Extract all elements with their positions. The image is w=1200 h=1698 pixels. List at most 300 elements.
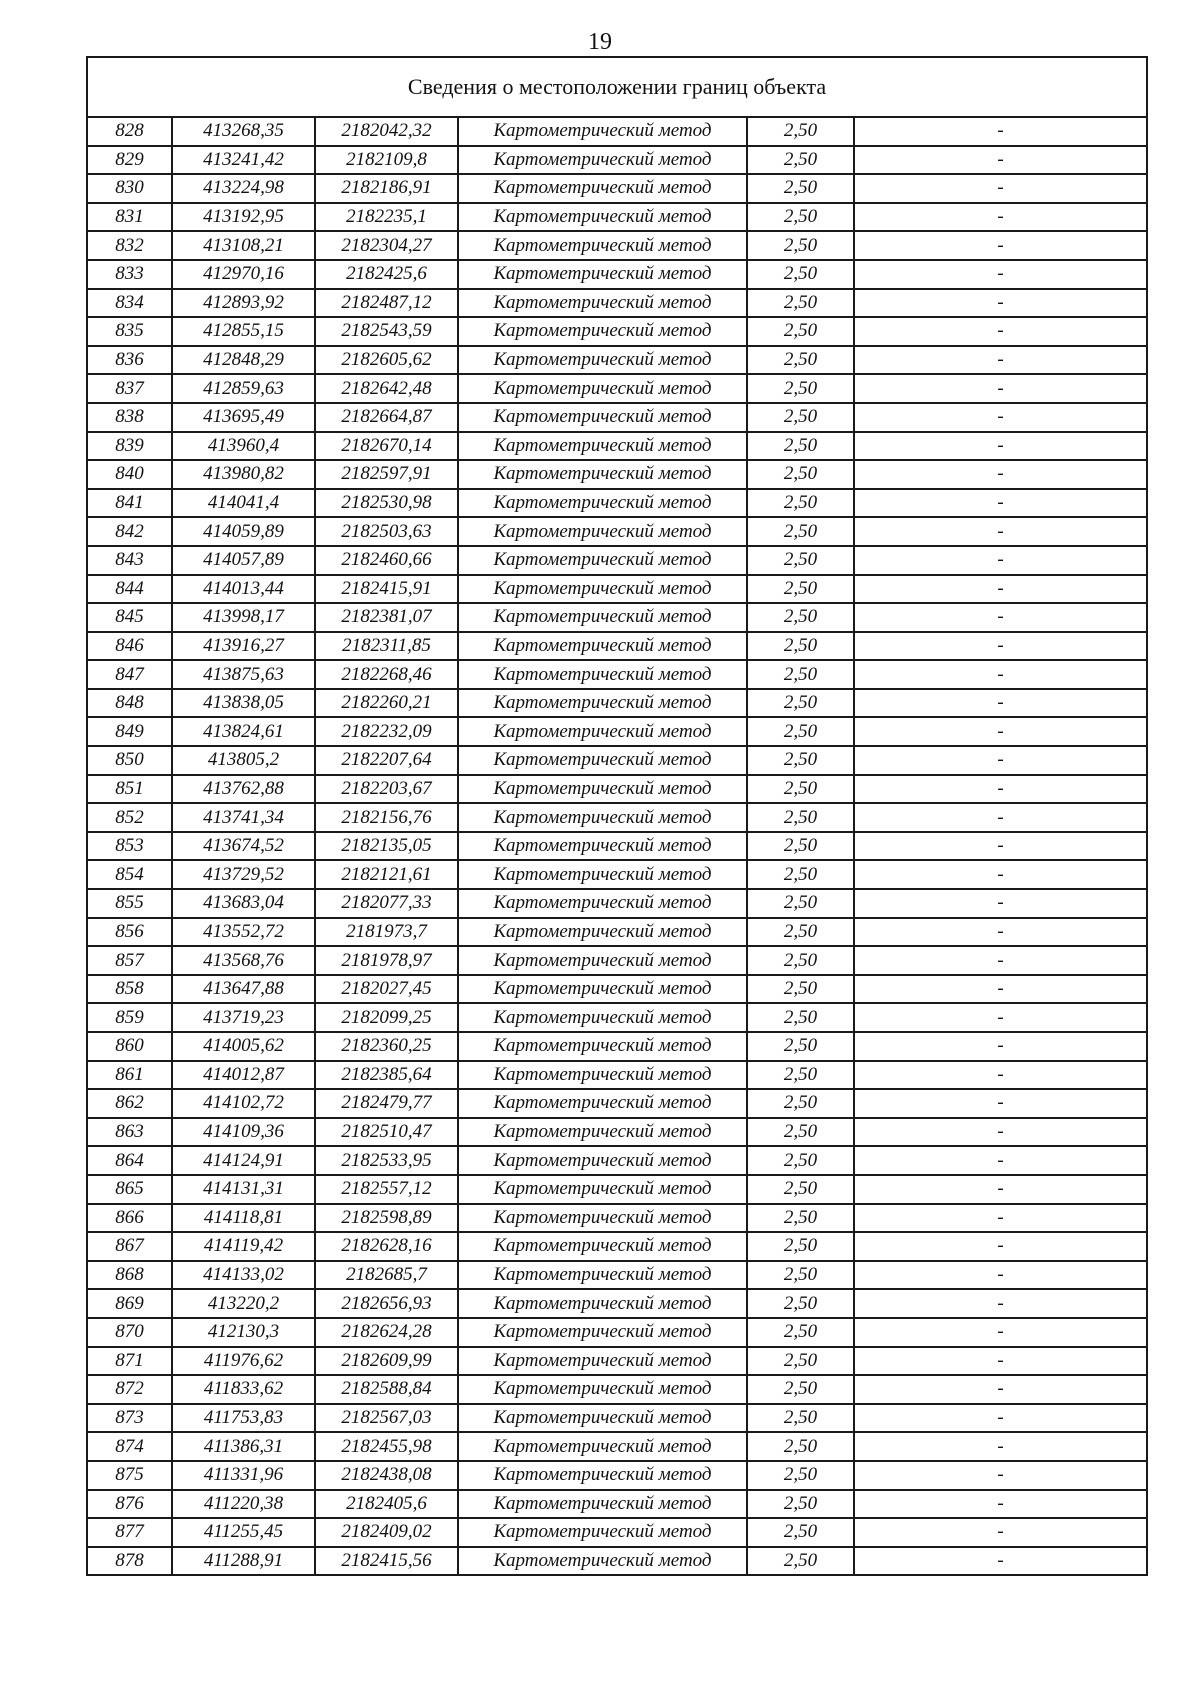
x-coordinate-cell: 414119,42 bbox=[172, 1232, 315, 1261]
description-cell: - bbox=[854, 603, 1147, 632]
y-coordinate-cell: 2182135,05 bbox=[315, 832, 458, 861]
x-coordinate-cell: 413875,63 bbox=[172, 660, 315, 689]
description-cell: - bbox=[854, 1404, 1147, 1433]
x-coordinate-cell: 412130,3 bbox=[172, 1318, 315, 1347]
point-number-cell: 832 bbox=[87, 231, 172, 260]
precision-cell: 2,50 bbox=[747, 260, 854, 289]
table-row bbox=[87, 1547, 1147, 1576]
table-title-row bbox=[87, 57, 1147, 117]
point-number-cell: 837 bbox=[87, 374, 172, 403]
y-coordinate-cell: 2182598,89 bbox=[315, 1204, 458, 1233]
method-cell: Картометрический метод bbox=[458, 832, 747, 861]
precision-cell: 2,50 bbox=[747, 717, 854, 746]
x-coordinate-cell: 413916,27 bbox=[172, 632, 315, 661]
y-coordinate-cell: 2182624,28 bbox=[315, 1318, 458, 1347]
method-cell: Картометрический метод bbox=[458, 346, 747, 375]
point-number-cell: 865 bbox=[87, 1175, 172, 1204]
x-coordinate-cell: 411833,62 bbox=[172, 1375, 315, 1404]
description-cell: - bbox=[854, 260, 1147, 289]
description-cell: - bbox=[854, 1089, 1147, 1118]
x-coordinate-cell: 413695,49 bbox=[172, 403, 315, 432]
precision-cell: 2,50 bbox=[747, 918, 854, 947]
x-coordinate-cell: 413960,4 bbox=[172, 432, 315, 461]
x-coordinate-cell: 412859,63 bbox=[172, 374, 315, 403]
description-cell: - bbox=[854, 231, 1147, 260]
description-cell: - bbox=[854, 889, 1147, 918]
point-number-cell: 839 bbox=[87, 432, 172, 461]
method-cell: Картометрический метод bbox=[458, 546, 747, 575]
x-coordinate-cell: 413683,04 bbox=[172, 889, 315, 918]
table-row bbox=[87, 803, 1147, 832]
precision-cell: 2,50 bbox=[747, 117, 854, 146]
description-cell: - bbox=[854, 289, 1147, 318]
point-number-cell: 853 bbox=[87, 832, 172, 861]
method-cell: Картометрический метод bbox=[458, 1289, 747, 1318]
y-coordinate-cell: 2182588,84 bbox=[315, 1375, 458, 1404]
precision-cell: 2,50 bbox=[747, 1432, 854, 1461]
y-coordinate-cell: 2182042,32 bbox=[315, 117, 458, 146]
description-cell: - bbox=[854, 432, 1147, 461]
point-number-cell: 835 bbox=[87, 317, 172, 346]
table-row bbox=[87, 1432, 1147, 1461]
table-row bbox=[87, 1032, 1147, 1061]
precision-cell: 2,50 bbox=[747, 289, 854, 318]
method-cell: Картометрический метод bbox=[458, 460, 747, 489]
point-number-cell: 856 bbox=[87, 918, 172, 947]
precision-cell: 2,50 bbox=[747, 432, 854, 461]
x-coordinate-cell: 412848,29 bbox=[172, 346, 315, 375]
precision-cell: 2,50 bbox=[747, 1146, 854, 1175]
point-number-cell: 851 bbox=[87, 775, 172, 804]
precision-cell: 2,50 bbox=[747, 546, 854, 575]
method-cell: Картометрический метод bbox=[458, 117, 747, 146]
precision-cell: 2,50 bbox=[747, 1089, 854, 1118]
description-cell: - bbox=[854, 403, 1147, 432]
x-coordinate-cell: 413108,21 bbox=[172, 231, 315, 260]
y-coordinate-cell: 2182304,27 bbox=[315, 231, 458, 260]
table-row bbox=[87, 1146, 1147, 1175]
table-row bbox=[87, 1089, 1147, 1118]
description-cell: - bbox=[854, 117, 1147, 146]
description-cell: - bbox=[854, 918, 1147, 947]
precision-cell: 2,50 bbox=[747, 403, 854, 432]
y-coordinate-cell: 2182077,33 bbox=[315, 889, 458, 918]
table-row bbox=[87, 1061, 1147, 1090]
description-cell: - bbox=[854, 775, 1147, 804]
method-cell: Картометрический метод bbox=[458, 975, 747, 1004]
point-number-cell: 861 bbox=[87, 1061, 172, 1090]
point-number-cell: 852 bbox=[87, 803, 172, 832]
table-row bbox=[87, 575, 1147, 604]
table-row bbox=[87, 117, 1147, 146]
point-number-cell: 836 bbox=[87, 346, 172, 375]
point-number-cell: 860 bbox=[87, 1032, 172, 1061]
description-cell: - bbox=[854, 1347, 1147, 1376]
x-coordinate-cell: 411288,91 bbox=[172, 1547, 315, 1576]
table-row bbox=[87, 374, 1147, 403]
point-number-cell: 863 bbox=[87, 1118, 172, 1147]
method-cell: Картометрический метод bbox=[458, 517, 747, 546]
description-cell: - bbox=[854, 632, 1147, 661]
precision-cell: 2,50 bbox=[747, 1547, 854, 1576]
page-number: 19 bbox=[588, 29, 612, 55]
table-row bbox=[87, 717, 1147, 746]
point-number-cell: 849 bbox=[87, 717, 172, 746]
method-cell: Картометрический метод bbox=[458, 1318, 747, 1347]
table-row bbox=[87, 1518, 1147, 1547]
method-cell: Картометрический метод bbox=[458, 660, 747, 689]
point-number-cell: 872 bbox=[87, 1375, 172, 1404]
method-cell: Картометрический метод bbox=[458, 174, 747, 203]
y-coordinate-cell: 2182557,12 bbox=[315, 1175, 458, 1204]
method-cell: Картометрический метод bbox=[458, 1146, 747, 1175]
method-cell: Картометрический метод bbox=[458, 1061, 747, 1090]
precision-cell: 2,50 bbox=[747, 346, 854, 375]
x-coordinate-cell: 413998,17 bbox=[172, 603, 315, 632]
method-cell: Картометрический метод bbox=[458, 717, 747, 746]
point-number-cell: 850 bbox=[87, 746, 172, 775]
table-row bbox=[87, 775, 1147, 804]
method-cell: Картометрический метод bbox=[458, 1204, 747, 1233]
method-cell: Картометрический метод bbox=[458, 203, 747, 232]
description-cell: - bbox=[854, 317, 1147, 346]
precision-cell: 2,50 bbox=[747, 231, 854, 260]
method-cell: Картометрический метод bbox=[458, 1404, 747, 1433]
point-number-cell: 878 bbox=[87, 1547, 172, 1576]
x-coordinate-cell: 414013,44 bbox=[172, 575, 315, 604]
precision-cell: 2,50 bbox=[747, 832, 854, 861]
y-coordinate-cell: 2182235,1 bbox=[315, 203, 458, 232]
method-cell: Картометрический метод bbox=[458, 918, 747, 947]
table-row bbox=[87, 1318, 1147, 1347]
point-number-cell: 866 bbox=[87, 1204, 172, 1233]
precision-cell: 2,50 bbox=[747, 1204, 854, 1233]
y-coordinate-cell: 2182533,95 bbox=[315, 1146, 458, 1175]
method-cell: Картометрический метод bbox=[458, 860, 747, 889]
x-coordinate-cell: 411331,96 bbox=[172, 1461, 315, 1490]
precision-cell: 2,50 bbox=[747, 1404, 854, 1433]
method-cell: Картометрический метод bbox=[458, 1032, 747, 1061]
point-number-cell: 873 bbox=[87, 1404, 172, 1433]
point-number-cell: 844 bbox=[87, 575, 172, 604]
y-coordinate-cell: 2182156,76 bbox=[315, 803, 458, 832]
method-cell: Картометрический метод bbox=[458, 374, 747, 403]
table-row bbox=[87, 889, 1147, 918]
table-row bbox=[87, 1347, 1147, 1376]
description-cell: - bbox=[854, 346, 1147, 375]
table-row bbox=[87, 832, 1147, 861]
table-row bbox=[87, 975, 1147, 1004]
description-cell: - bbox=[854, 1175, 1147, 1204]
boundary-table bbox=[86, 56, 1148, 1576]
y-coordinate-cell: 2182409,02 bbox=[315, 1518, 458, 1547]
y-coordinate-cell: 2182268,46 bbox=[315, 660, 458, 689]
table-row bbox=[87, 1375, 1147, 1404]
description-cell: - bbox=[854, 374, 1147, 403]
x-coordinate-cell: 414059,89 bbox=[172, 517, 315, 546]
method-cell: Картометрический метод bbox=[458, 489, 747, 518]
x-coordinate-cell: 413674,52 bbox=[172, 832, 315, 861]
y-coordinate-cell: 2182385,64 bbox=[315, 1061, 458, 1090]
x-coordinate-cell: 414133,02 bbox=[172, 1261, 315, 1290]
precision-cell: 2,50 bbox=[747, 746, 854, 775]
table-row bbox=[87, 174, 1147, 203]
point-number-cell: 848 bbox=[87, 689, 172, 718]
y-coordinate-cell: 2182381,07 bbox=[315, 603, 458, 632]
description-cell: - bbox=[854, 1032, 1147, 1061]
method-cell: Картометрический метод bbox=[458, 260, 747, 289]
x-coordinate-cell: 413192,95 bbox=[172, 203, 315, 232]
description-cell: - bbox=[854, 1547, 1147, 1576]
y-coordinate-cell: 2182121,61 bbox=[315, 860, 458, 889]
description-cell: - bbox=[854, 1318, 1147, 1347]
description-cell: - bbox=[854, 660, 1147, 689]
method-cell: Картометрический метод bbox=[458, 1347, 747, 1376]
y-coordinate-cell: 2182260,21 bbox=[315, 689, 458, 718]
method-cell: Картометрический метод bbox=[458, 1375, 747, 1404]
table-row bbox=[87, 546, 1147, 575]
precision-cell: 2,50 bbox=[747, 1289, 854, 1318]
y-coordinate-cell: 2182099,25 bbox=[315, 1003, 458, 1032]
precision-cell: 2,50 bbox=[747, 660, 854, 689]
x-coordinate-cell: 414041,4 bbox=[172, 489, 315, 518]
y-coordinate-cell: 2182642,48 bbox=[315, 374, 458, 403]
y-coordinate-cell: 2182487,12 bbox=[315, 289, 458, 318]
description-cell: - bbox=[854, 1461, 1147, 1490]
y-coordinate-cell: 2182567,03 bbox=[315, 1404, 458, 1433]
description-cell: - bbox=[854, 1375, 1147, 1404]
precision-cell: 2,50 bbox=[747, 860, 854, 889]
y-coordinate-cell: 2182460,66 bbox=[315, 546, 458, 575]
point-number-cell: 845 bbox=[87, 603, 172, 632]
table-row bbox=[87, 1289, 1147, 1318]
point-number-cell: 867 bbox=[87, 1232, 172, 1261]
description-cell: - bbox=[854, 1261, 1147, 1290]
table-title: Сведения о местоположении границ объекта bbox=[87, 57, 1147, 117]
table-row bbox=[87, 231, 1147, 260]
table-row bbox=[87, 746, 1147, 775]
x-coordinate-cell: 413568,76 bbox=[172, 946, 315, 975]
description-cell: - bbox=[854, 203, 1147, 232]
method-cell: Картометрический метод bbox=[458, 689, 747, 718]
method-cell: Картометрический метод bbox=[458, 146, 747, 175]
precision-cell: 2,50 bbox=[747, 489, 854, 518]
y-coordinate-cell: 2182670,14 bbox=[315, 432, 458, 461]
x-coordinate-cell: 414118,81 bbox=[172, 1204, 315, 1233]
point-number-cell: 831 bbox=[87, 203, 172, 232]
table-row bbox=[87, 946, 1147, 975]
point-number-cell: 858 bbox=[87, 975, 172, 1004]
point-number-cell: 859 bbox=[87, 1003, 172, 1032]
x-coordinate-cell: 411255,45 bbox=[172, 1518, 315, 1547]
table-row bbox=[87, 203, 1147, 232]
precision-cell: 2,50 bbox=[747, 803, 854, 832]
table-row bbox=[87, 403, 1147, 432]
x-coordinate-cell: 414057,89 bbox=[172, 546, 315, 575]
point-number-cell: 870 bbox=[87, 1318, 172, 1347]
method-cell: Картометрический метод bbox=[458, 403, 747, 432]
description-cell: - bbox=[854, 746, 1147, 775]
precision-cell: 2,50 bbox=[747, 174, 854, 203]
table-row bbox=[87, 689, 1147, 718]
method-cell: Картометрический метод bbox=[458, 775, 747, 804]
y-coordinate-cell: 2182027,45 bbox=[315, 975, 458, 1004]
method-cell: Картометрический метод bbox=[458, 1232, 747, 1261]
point-number-cell: 857 bbox=[87, 946, 172, 975]
table-row bbox=[87, 260, 1147, 289]
y-coordinate-cell: 2182186,91 bbox=[315, 174, 458, 203]
method-cell: Картометрический метод bbox=[458, 1461, 747, 1490]
description-cell: - bbox=[854, 1118, 1147, 1147]
precision-cell: 2,50 bbox=[747, 975, 854, 1004]
x-coordinate-cell: 413224,98 bbox=[172, 174, 315, 203]
method-cell: Картометрический метод bbox=[458, 1432, 747, 1461]
y-coordinate-cell: 2182605,62 bbox=[315, 346, 458, 375]
table-row bbox=[87, 517, 1147, 546]
x-coordinate-cell: 413838,05 bbox=[172, 689, 315, 718]
precision-cell: 2,50 bbox=[747, 1232, 854, 1261]
point-number-cell: 868 bbox=[87, 1261, 172, 1290]
description-cell: - bbox=[854, 1289, 1147, 1318]
point-number-cell: 869 bbox=[87, 1289, 172, 1318]
method-cell: Картометрический метод bbox=[458, 432, 747, 461]
table-row bbox=[87, 1461, 1147, 1490]
y-coordinate-cell: 2182438,08 bbox=[315, 1461, 458, 1490]
precision-cell: 2,50 bbox=[747, 689, 854, 718]
method-cell: Картометрический метод bbox=[458, 231, 747, 260]
description-cell: - bbox=[854, 1232, 1147, 1261]
point-number-cell: 855 bbox=[87, 889, 172, 918]
precision-cell: 2,50 bbox=[747, 146, 854, 175]
table-row bbox=[87, 289, 1147, 318]
point-number-cell: 877 bbox=[87, 1518, 172, 1547]
y-coordinate-cell: 2182543,59 bbox=[315, 317, 458, 346]
table-row bbox=[87, 1490, 1147, 1519]
point-number-cell: 875 bbox=[87, 1461, 172, 1490]
y-coordinate-cell: 2182232,09 bbox=[315, 717, 458, 746]
x-coordinate-cell: 414109,36 bbox=[172, 1118, 315, 1147]
method-cell: Картометрический метод bbox=[458, 946, 747, 975]
precision-cell: 2,50 bbox=[747, 1003, 854, 1032]
description-cell: - bbox=[854, 460, 1147, 489]
table-row bbox=[87, 660, 1147, 689]
table-row bbox=[87, 489, 1147, 518]
description-cell: - bbox=[854, 1061, 1147, 1090]
x-coordinate-cell: 413805,2 bbox=[172, 746, 315, 775]
point-number-cell: 838 bbox=[87, 403, 172, 432]
x-coordinate-cell: 411976,62 bbox=[172, 1347, 315, 1376]
x-coordinate-cell: 411386,31 bbox=[172, 1432, 315, 1461]
point-number-cell: 847 bbox=[87, 660, 172, 689]
method-cell: Картометрический метод bbox=[458, 1089, 747, 1118]
point-number-cell: 840 bbox=[87, 460, 172, 489]
point-number-cell: 871 bbox=[87, 1347, 172, 1376]
precision-cell: 2,50 bbox=[747, 1261, 854, 1290]
y-coordinate-cell: 2182415,91 bbox=[315, 575, 458, 604]
method-cell: Картометрический метод bbox=[458, 803, 747, 832]
method-cell: Картометрический метод bbox=[458, 603, 747, 632]
precision-cell: 2,50 bbox=[747, 632, 854, 661]
description-cell: - bbox=[854, 1518, 1147, 1547]
description-cell: - bbox=[854, 860, 1147, 889]
y-coordinate-cell: 2182425,6 bbox=[315, 260, 458, 289]
precision-cell: 2,50 bbox=[747, 203, 854, 232]
table-row bbox=[87, 603, 1147, 632]
y-coordinate-cell: 2182207,64 bbox=[315, 746, 458, 775]
table-row bbox=[87, 432, 1147, 461]
point-number-cell: 834 bbox=[87, 289, 172, 318]
y-coordinate-cell: 2182311,85 bbox=[315, 632, 458, 661]
y-coordinate-cell: 2182656,93 bbox=[315, 1289, 458, 1318]
table-row bbox=[87, 146, 1147, 175]
description-cell: - bbox=[854, 832, 1147, 861]
x-coordinate-cell: 414131,31 bbox=[172, 1175, 315, 1204]
y-coordinate-cell: 2182685,7 bbox=[315, 1261, 458, 1290]
table-row bbox=[87, 632, 1147, 661]
x-coordinate-cell: 414005,62 bbox=[172, 1032, 315, 1061]
point-number-cell: 833 bbox=[87, 260, 172, 289]
table-row bbox=[87, 1261, 1147, 1290]
point-number-cell: 842 bbox=[87, 517, 172, 546]
y-coordinate-cell: 2182503,63 bbox=[315, 517, 458, 546]
point-number-cell: 876 bbox=[87, 1490, 172, 1519]
precision-cell: 2,50 bbox=[747, 1375, 854, 1404]
description-cell: - bbox=[854, 975, 1147, 1004]
point-number-cell: 843 bbox=[87, 546, 172, 575]
y-coordinate-cell: 2182664,87 bbox=[315, 403, 458, 432]
x-coordinate-cell: 414124,91 bbox=[172, 1146, 315, 1175]
method-cell: Картометрический метод bbox=[458, 1003, 747, 1032]
description-cell: - bbox=[854, 1146, 1147, 1175]
precision-cell: 2,50 bbox=[747, 946, 854, 975]
x-coordinate-cell: 413980,82 bbox=[172, 460, 315, 489]
y-coordinate-cell: 2182609,99 bbox=[315, 1347, 458, 1376]
x-coordinate-cell: 414012,87 bbox=[172, 1061, 315, 1090]
point-number-cell: 829 bbox=[87, 146, 172, 175]
y-coordinate-cell: 2182360,25 bbox=[315, 1032, 458, 1061]
y-coordinate-cell: 2182510,47 bbox=[315, 1118, 458, 1147]
table-row bbox=[87, 317, 1147, 346]
x-coordinate-cell: 413220,2 bbox=[172, 1289, 315, 1318]
precision-cell: 2,50 bbox=[747, 317, 854, 346]
description-cell: - bbox=[854, 1003, 1147, 1032]
x-coordinate-cell: 414102,72 bbox=[172, 1089, 315, 1118]
precision-cell: 2,50 bbox=[747, 1490, 854, 1519]
x-coordinate-cell: 413552,72 bbox=[172, 918, 315, 947]
y-coordinate-cell: 2182597,91 bbox=[315, 460, 458, 489]
method-cell: Картометрический метод bbox=[458, 1118, 747, 1147]
y-coordinate-cell: 2182203,67 bbox=[315, 775, 458, 804]
x-coordinate-cell: 411753,83 bbox=[172, 1404, 315, 1433]
description-cell: - bbox=[854, 489, 1147, 518]
method-cell: Картометрический метод bbox=[458, 289, 747, 318]
x-coordinate-cell: 411220,38 bbox=[172, 1490, 315, 1519]
y-coordinate-cell: 2182628,16 bbox=[315, 1232, 458, 1261]
description-cell: - bbox=[854, 575, 1147, 604]
method-cell: Картометрический метод bbox=[458, 746, 747, 775]
precision-cell: 2,50 bbox=[747, 775, 854, 804]
description-cell: - bbox=[854, 946, 1147, 975]
point-number-cell: 874 bbox=[87, 1432, 172, 1461]
y-coordinate-cell: 2182415,56 bbox=[315, 1547, 458, 1576]
point-number-cell: 854 bbox=[87, 860, 172, 889]
description-cell: - bbox=[854, 1204, 1147, 1233]
y-coordinate-cell: 2182405,6 bbox=[315, 1490, 458, 1519]
table-row bbox=[87, 1204, 1147, 1233]
point-number-cell: 841 bbox=[87, 489, 172, 518]
method-cell: Картометрический метод bbox=[458, 1547, 747, 1576]
method-cell: Картометрический метод bbox=[458, 889, 747, 918]
